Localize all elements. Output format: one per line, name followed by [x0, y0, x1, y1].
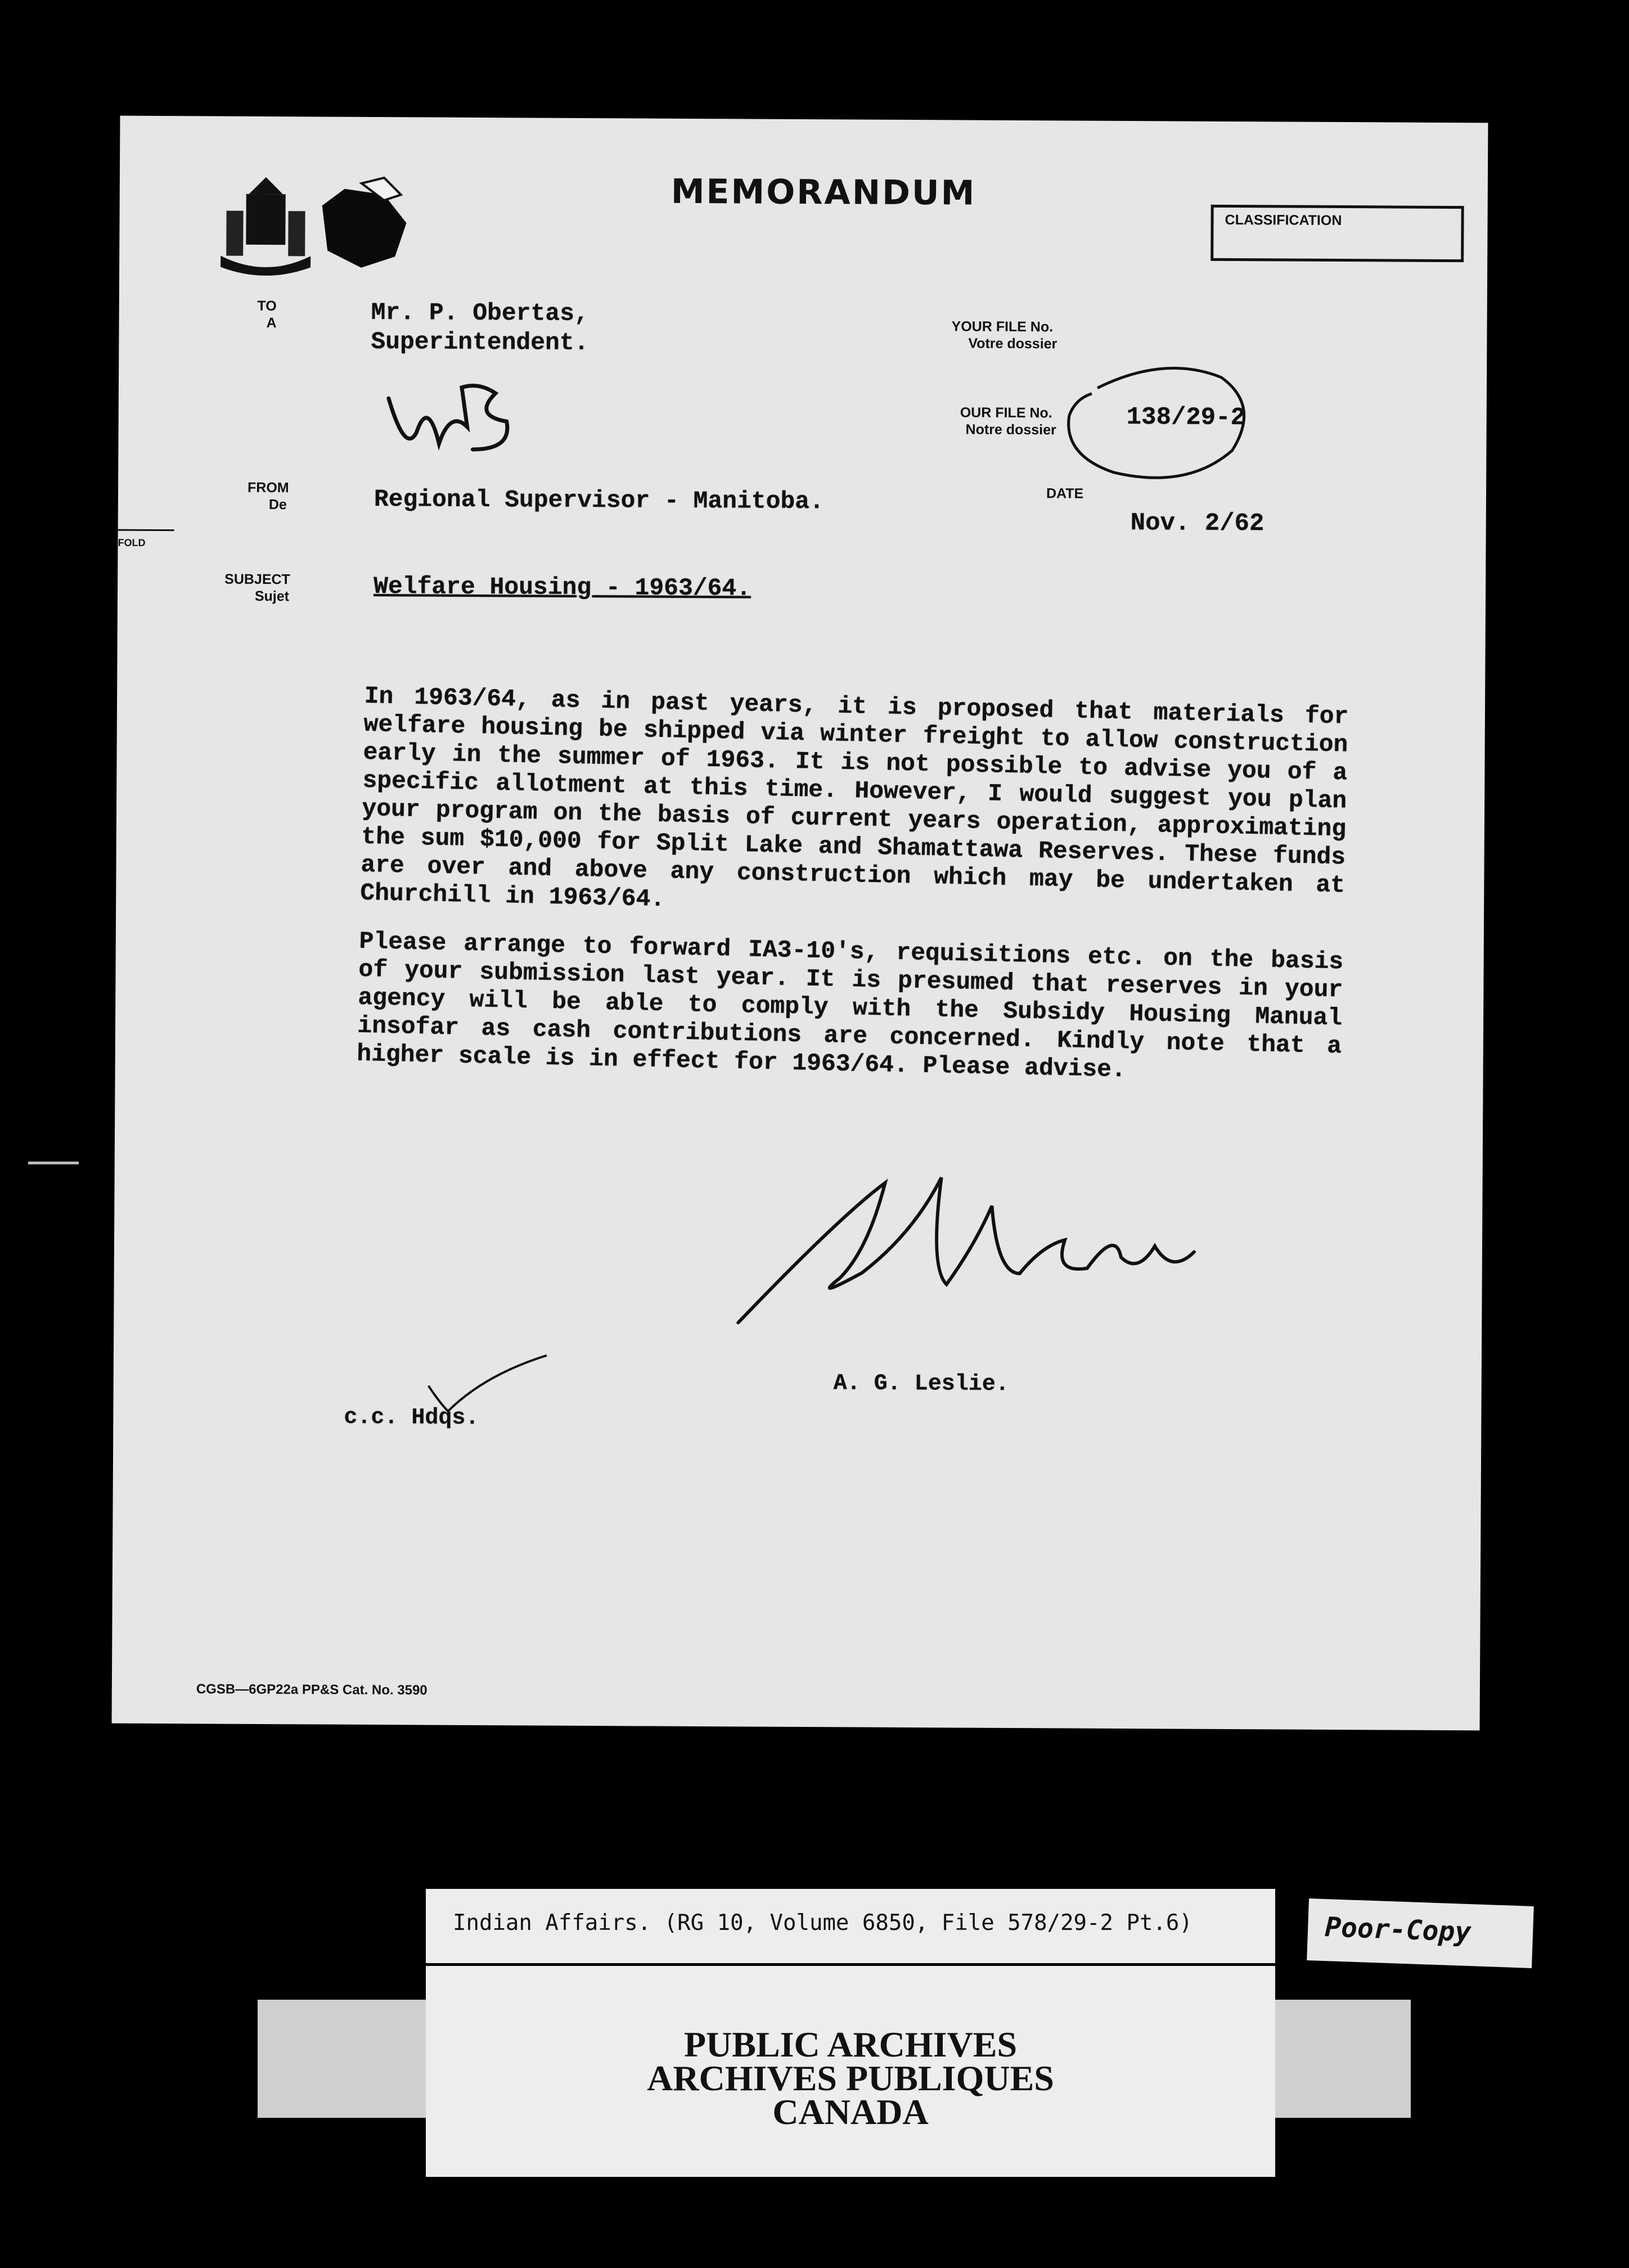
stamp-line-3: CANADA [772, 2092, 929, 2132]
archive-stamp [426, 2024, 1275, 2132]
classification-box [1210, 205, 1464, 262]
body-paragraph-1: In 1963/64, as in past years, it is proposed that materials for welfare housing be shipped via winter freight to allow construction early in the summer of 1963. It is not possible to advise you of a specific allotment at this time. However, I would suggest you plan your program on the basis of current years operation, approximating the sum $10,000 for Split Lake and Shamattawa Reserves. These funds are over and above any construction which may be undertaken at Churchill in 1963/64. [359, 682, 1349, 914]
poor-copy-text: Poor-Copy [1324, 1911, 1472, 1948]
form-number: CGSB—6GP22a PP&S Cat. No. 3590 [196, 1681, 428, 1698]
fold-label: FOLD [118, 537, 146, 548]
to-name: Mr. P. Obertas, [371, 298, 589, 328]
from-label: FROM De [247, 479, 289, 513]
to-label: TO A [257, 298, 277, 331]
margin-fold-mark [28, 1162, 79, 1164]
cc-line: c.c. Hdqs. [344, 1405, 479, 1432]
our-file-label: OUR FILE No. Notre dossier [960, 404, 1056, 438]
subject-label: SUBJECT Sujet [224, 571, 290, 605]
signature [727, 1159, 1234, 1336]
archive-reference: Indian Affairs. (RG 10, Volume 6850, File 578/29-2 Pt.6) [453, 1910, 1192, 1936]
classification-label: CLASSIFICATION [1225, 212, 1342, 229]
signer-name: A. G. Leslie. [833, 1371, 1009, 1397]
memo-title: MEMORANDUM [670, 172, 976, 213]
stamp-line-1: PUBLIC ARCHIVES [683, 2024, 1018, 2064]
memo-body [356, 682, 1349, 1109]
stamp-line-2: ARCHIVES PUBLIQUES [647, 2058, 1054, 2098]
to-recipient [371, 298, 589, 358]
archive-reference-strip [426, 1889, 1275, 1963]
fold-line [115, 529, 174, 532]
our-file-value: 138/29-2 [1126, 403, 1246, 433]
archive-stamp-card [426, 1966, 1275, 2177]
to-title: Superintendent. [371, 327, 589, 357]
from-value: Regional Supervisor - Manitoba. [374, 485, 824, 516]
handwritten-initials [382, 376, 535, 461]
date-label: DATE [1046, 485, 1084, 502]
coat-of-arms-icon [215, 172, 440, 285]
signature-scribble [727, 1159, 1234, 1336]
your-file-label: YOUR FILE No. Votre dossier [951, 318, 1058, 352]
memo-sheet [112, 116, 1488, 1731]
poor-copy-label [1307, 1898, 1534, 1968]
date-value: Nov. 2/62 [1130, 509, 1264, 538]
body-paragraph-2: Please arrange to forward IA3-10's, requisitions etc. on the basis of your submission last year. It is presumed that reserves in your agency will be able to comply with the Subsidy Housing Manual insofar as cash contributions are concerned. Kindly note that a higher scale is in effect for 1963/64. Please advise. [356, 927, 1344, 1084]
subject-value: Welfare Housing - 1963/64. [373, 573, 752, 602]
